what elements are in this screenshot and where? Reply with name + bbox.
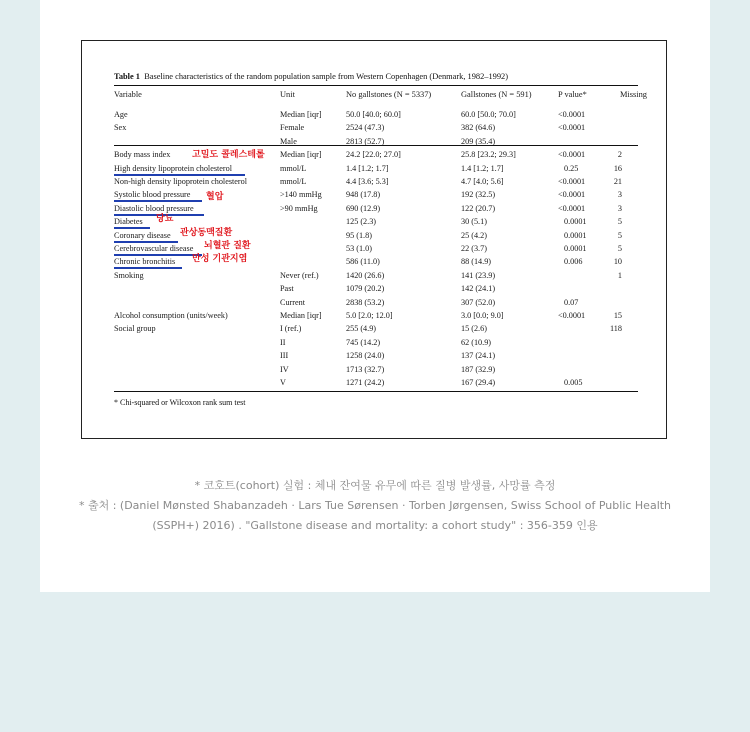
cell-missing: 10: [613, 257, 622, 267]
header-p-value: P value*: [558, 90, 587, 99]
highlight-underline: [114, 267, 182, 269]
cell-gallstones: 209 (35.4): [461, 136, 496, 146]
cell-no-gallstones: 4.4 [3.6; 5.3]: [346, 177, 389, 186]
cell-variable: High density lipoprotein cholesterol: [114, 163, 233, 173]
cell-unit: Male: [280, 136, 297, 146]
cell-gallstones: 1.4 [1.2; 1.7]: [461, 163, 504, 173]
cell-missing: 5: [617, 244, 622, 253]
cell-unit: II: [280, 337, 286, 347]
cell-variable: Chronic bronchitis: [114, 257, 176, 267]
cell-gallstones: 382 (64.6): [461, 123, 496, 133]
table-footnote: * Chi-squared or Wilcoxon rank sum test: [114, 398, 246, 407]
content-card: [40, 0, 710, 592]
top-rule: [114, 85, 638, 86]
header-gallstones: Gallstones (N = 591): [461, 90, 532, 99]
cell-no-gallstones: 125 (2.3): [346, 217, 377, 227]
cell-no-gallstones: 24.2 [22.0; 27.0]: [346, 150, 401, 160]
cell-missing: 5: [617, 217, 622, 227]
cell-gallstones: 4.7 [4.0; 5.6]: [461, 177, 504, 186]
cell-p-value: 0.005: [564, 378, 583, 387]
cell-unit: V: [280, 378, 286, 387]
cell-unit: Median [iqr]: [280, 150, 322, 160]
table-figure: [81, 40, 667, 439]
header-no-gallstones: No gallstones (N = 5337): [346, 90, 432, 99]
caption-line-3: (SSPH+) 2016) . "Gallstone disease and mortality: a cohort study" : 356-359 인용: [152, 519, 598, 532]
annotation-label: 혈압: [206, 192, 224, 203]
cell-p-value: 0.07: [564, 297, 579, 307]
cell-unit: mmol/L: [280, 163, 307, 173]
cell-p-value: <0.0001: [558, 203, 586, 213]
highlight-underline: [114, 200, 202, 202]
cell-unit: Past: [280, 284, 294, 294]
cell-p-value: 0.0001: [564, 217, 587, 227]
cell-gallstones: 142 (24.1): [461, 284, 496, 294]
cell-no-gallstones: 690 (12.9): [346, 203, 381, 213]
cell-gallstones: 187 (32.9): [461, 364, 496, 374]
cell-gallstones: 167 (29.4): [461, 378, 496, 387]
cell-gallstones: 22 (3.7): [461, 244, 487, 253]
cell-variable: Diabetes: [114, 217, 143, 227]
cell-no-gallstones: 53 (1.0): [346, 244, 372, 253]
cell-no-gallstones: 2524 (47.3): [346, 123, 385, 133]
cell-no-gallstones: 95 (1.8): [346, 230, 372, 240]
cell-gallstones: 88 (14.9): [461, 257, 492, 267]
cell-variable: Smoking: [114, 270, 144, 280]
highlight-underline: [114, 227, 150, 229]
cell-p-value: 0.0001: [564, 230, 587, 240]
cell-no-gallstones: 50.0 [40.0; 60.0]: [346, 110, 401, 119]
caption-line-1: * 코호트(cohort) 실험 : 체내 잔여물 유무에 따른 질병 발생률, 사망률 측정: [194, 479, 556, 492]
highlight-underline: [114, 241, 178, 243]
cell-no-gallstones: 2838 (53.2): [346, 297, 385, 307]
cell-missing: 21: [613, 177, 622, 186]
cell-unit: I (ref.): [280, 324, 302, 334]
cell-no-gallstones: 2813 (52.7): [346, 136, 385, 146]
cell-gallstones: 25.8 [23.2; 29.3]: [461, 150, 516, 160]
annotation-label: 만성 기관지염: [192, 254, 248, 265]
highlight-underline: [114, 174, 245, 176]
cell-missing: 15: [613, 311, 622, 320]
cell-unit: Current: [280, 297, 306, 307]
cell-variable: Social group: [114, 324, 156, 334]
cell-variable: Systolic blood pressure: [114, 190, 191, 200]
cell-variable: Alcohol consumption (units/week): [114, 311, 228, 320]
cell-no-gallstones: 1713 (32.7): [346, 364, 385, 374]
cell-unit: >140 mmHg: [280, 190, 322, 200]
header-unit: Unit: [280, 90, 295, 99]
cell-gallstones: 141 (23.9): [461, 270, 496, 280]
annotation-label: 뇌혈관 질환: [204, 241, 251, 251]
cell-unit: Female: [280, 123, 305, 133]
cell-missing: 16: [613, 163, 622, 173]
cell-gallstones: 307 (52.0): [461, 297, 496, 307]
cell-unit: Median [iqr]: [280, 311, 322, 320]
cell-no-gallstones: 745 (14.2): [346, 337, 381, 347]
cell-no-gallstones: 586 (11.0): [346, 257, 380, 267]
cell-variable: Sex: [114, 123, 127, 133]
cell-no-gallstones: 1420 (26.6): [346, 270, 385, 280]
header-variable: Variable: [114, 90, 142, 99]
cell-no-gallstones: 1079 (20.2): [346, 284, 385, 294]
cell-no-gallstones: 255 (4.9): [346, 324, 377, 334]
cell-p-value: <0.0001: [558, 123, 586, 133]
highlight-underline: [114, 254, 202, 256]
annotation-label: 고밀도 콜레스테롤: [192, 150, 265, 161]
cell-unit: >90 mmHg: [280, 203, 318, 213]
cell-unit: IV: [280, 364, 289, 374]
cell-p-value: 0.006: [564, 257, 583, 267]
cell-p-value: <0.0001: [558, 177, 586, 186]
annotation-label: 관상동맥질환: [180, 227, 233, 238]
cell-no-gallstones: 5.0 [2.0; 12.0]: [346, 311, 393, 320]
cell-no-gallstones: 1271 (24.2): [346, 378, 385, 387]
cell-p-value: <0.0001: [558, 311, 586, 320]
cell-missing: 2: [617, 150, 622, 160]
cell-no-gallstones: 1258 (24.0): [346, 351, 385, 361]
cell-missing: 3: [617, 203, 622, 213]
cell-unit: Median [iqr]: [280, 110, 322, 119]
cell-p-value: 0.0001: [564, 244, 587, 253]
cell-gallstones: 3.0 [0.0; 9.0]: [461, 311, 504, 320]
cell-missing: 3: [617, 190, 622, 200]
cell-missing: 1: [617, 270, 622, 280]
caption-line-2: * 출처 : (Daniel Mønsted Shabanzadeh · Lars Tue Sørensen · Torben Jørgensen, Swiss School of Public Health: [78, 499, 672, 512]
cell-variable: Age: [114, 110, 128, 119]
cell-no-gallstones: 1.4 [1.2; 1.7]: [346, 163, 389, 173]
cell-variable: Diastolic blood pressure: [114, 203, 194, 213]
header-missing: Missing: [620, 90, 647, 99]
cell-gallstones: 60.0 [50.0; 70.0]: [461, 110, 516, 119]
cell-variable: Body mass index: [114, 150, 171, 160]
cell-gallstones: 122 (20.7): [461, 203, 496, 213]
cell-gallstones: 30 (5.1): [461, 217, 487, 227]
cell-missing: 118: [610, 324, 622, 334]
bottom-rule: [114, 391, 638, 392]
cell-gallstones: 192 (32.5): [461, 190, 496, 200]
annotation-label: 당뇨: [156, 214, 174, 225]
cell-gallstones: 137 (24.1): [461, 351, 496, 361]
cell-gallstones: 25 (4.2): [461, 230, 487, 240]
table-title: [114, 72, 508, 81]
cell-unit: III: [280, 351, 289, 361]
cell-variable: Cerebrovascular disease: [114, 244, 194, 253]
cell-p-value: <0.0001: [558, 190, 586, 200]
cell-unit: mmol/L: [280, 177, 307, 186]
cell-gallstones: 15 (2.6): [461, 324, 487, 334]
cell-gallstones: 62 (10.9): [461, 337, 492, 347]
cell-p-value: <0.0001: [558, 110, 586, 119]
table-title-text: Baseline characteristics of the random population sample from Western Copenhagen (Denmark, 1982–1992): [144, 72, 509, 81]
cell-p-value: 0.25: [564, 163, 579, 173]
cell-variable: Coronary disease: [114, 230, 171, 240]
table-title-label: Table 1: [114, 72, 140, 81]
cell-missing: 5: [617, 230, 622, 240]
cell-p-value: <0.0001: [558, 150, 586, 160]
cell-variable: Non-high density lipoprotein cholesterol: [114, 177, 248, 186]
cell-unit: Never (ref.): [280, 270, 319, 280]
cell-no-gallstones: 948 (17.8): [346, 190, 381, 200]
